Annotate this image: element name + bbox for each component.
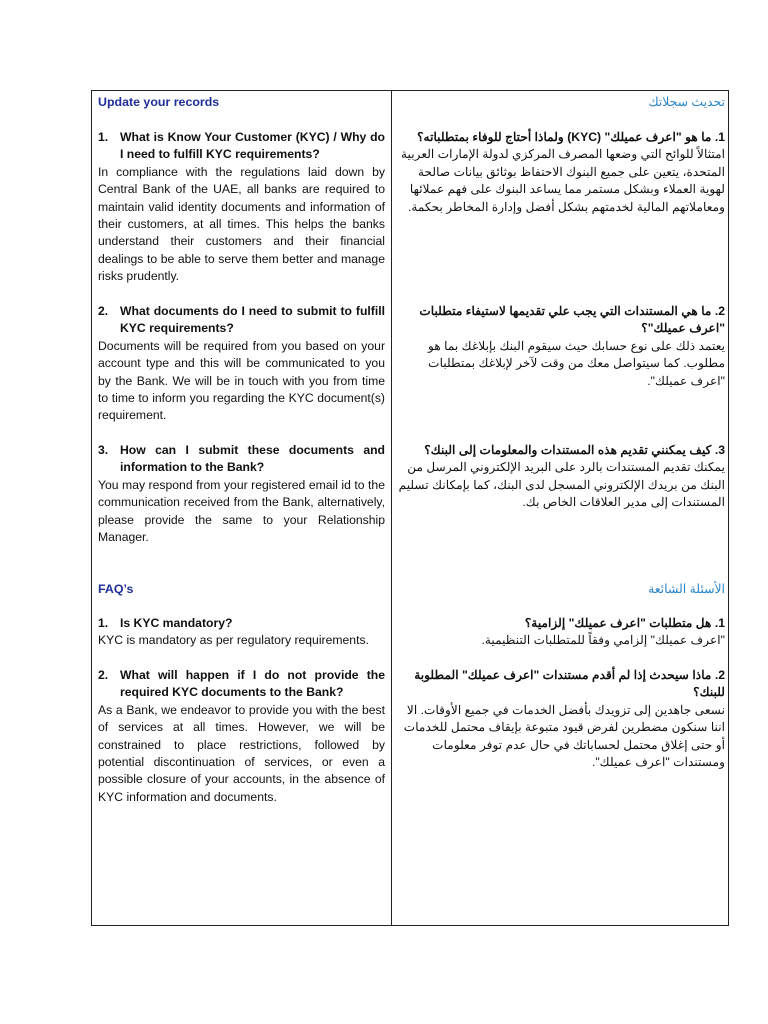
question-text-ar: 2. ماذا سيحدث إذا لم أقدم مستندات "اعرف عميلك" المطلوبة للبنك؟ — [414, 668, 725, 700]
question-number: 2. — [98, 668, 109, 682]
answer-text: Documents will be required from you based on your account type and this will be communicated to you by the Bank. We will be in touch with you from time to time to inform you regarding the KYC document(s) requirement. — [98, 338, 385, 423]
question-number: 1. — [98, 130, 109, 144]
english-column — [92, 91, 391, 925]
answer-text: As a Bank, we endeavor to provide you with the best of services at all times. However, we will be constrained to place restrictions, followed by potential discontinuation of services, or even a possible closure of your accounts, in the absence of KYC information and documents. — [98, 702, 385, 804]
answer-text: In compliance with the regulations laid down by Central Bank of the UAE, all banks are required to maintain valid identity documents and information of their customers, at all times. This helps the banks understand their customers and their financial dealings to be able to serve them better and manage risks prudently. — [98, 164, 385, 284]
ar-update-item-3 — [398, 442, 725, 512]
en-update-item-2 — [98, 303, 385, 425]
ar-update-item-2 — [398, 303, 725, 390]
answer-text: KYC is mandatory as per regulatory requirements. — [98, 633, 369, 648]
question-text: What documents do I need to submit to fulfill KYC requirements? — [120, 304, 385, 336]
answer-text-ar: امتثالاً للوائح التي وضعها المصرف المركزي لدولة الإمارات العربية المتحدة، يتعين على جميع البنوك الاحتفاظ بوثائق بيانات صالحة لهوية العملاء وبشكل مستمر مما يساعد البنوك على فهم عملائها ومعاملاتهم المالية لخدمتهم بشكل أفضل وإدارة المخاطر بحكمة. — [401, 147, 725, 214]
question-text: Is KYC mandatory? — [120, 616, 233, 630]
arabic-column — [392, 91, 730, 925]
question-text: How can I submit these documents and information to the Bank? — [120, 443, 385, 475]
ar-update-item-1 — [398, 129, 725, 216]
en-update-item-1 — [98, 129, 385, 286]
question-text-ar: 1. ما هو "اعرف عميلك" (KYC) ولماذا أحتاج للوفاء بمتطلباته؟ — [417, 130, 725, 144]
en-faq-item-2 — [98, 667, 385, 806]
faq-heading: FAQ’s — [98, 582, 134, 596]
en-faq-item-1 — [98, 615, 385, 650]
question-text: What will happen if I do not provide the required KYC documents to the Bank? — [120, 668, 385, 700]
answer-text-ar: "اعرف عميلك" إلزامي وفقاً للمتطلبات التنظيمية. — [481, 633, 725, 648]
ar-faq-item-1 — [398, 615, 725, 650]
question-number: 2. — [98, 304, 109, 318]
question-text: What is Know Your Customer (KYC) / Why do I need to fulfill KYC requirements? — [120, 130, 385, 162]
answer-text-ar: يمكنك تقديم المستندات بالرد على البريد الإلكتروني المرسل من البنك من بريدك الإلكتروني المسجل لدى البنك، كما بإمكانك تسليم المستندات إلى مدير العلاقات الخاص بك. — [398, 460, 725, 510]
en-update-item-3 — [98, 442, 385, 546]
update-records-heading-ar: تحديث سجلاتك — [648, 95, 725, 109]
faq-heading-ar: الأسئلة الشائعة — [648, 582, 725, 596]
update-records-heading: Update your records — [98, 95, 220, 109]
question-text-ar: 1. هل متطلبات "اعرف عميلك" إلزامية؟ — [524, 616, 725, 630]
answer-text-ar: يعتمد ذلك على نوع حسابك حيث سيقوم البنك بإبلاغك بما هو مطلوب. كما سيتواصل معك من وقت لآخر لإبلاغك بمتطلبات "اعرف عميلك". — [428, 338, 725, 388]
question-text-ar: 3. كيف يمكنني تقديم هذه المستندات والمعلومات إلى البنك؟ — [424, 443, 725, 457]
answer-text-ar: نسعى جاهدين إلى تزويدك بأفضل الخدمات في جميع الأوقات. الا اننا سنكون مضطرين لفرض قيود متبوعة بإيقاف محتمل للخدمات أو حتى إغلاق محتمل لحساباتك في حال عدم توفر معلومات ومستندات "اعرف عميلك". — [403, 702, 725, 770]
question-number: 3. — [98, 443, 109, 457]
question-text-ar: 2. ما هي المستندات التي يجب علي تقديمها لاستيفاء متطلبات "اعرف عميلك"؟ — [419, 304, 725, 336]
ar-faq-item-2 — [398, 667, 725, 771]
question-number: 1. — [98, 616, 109, 630]
kyc-document-table — [91, 90, 729, 926]
answer-text: You may respond from your registered email id to the communication received from the Bank, alternatively, please provide the same to your Relationship Manager. — [98, 477, 385, 545]
